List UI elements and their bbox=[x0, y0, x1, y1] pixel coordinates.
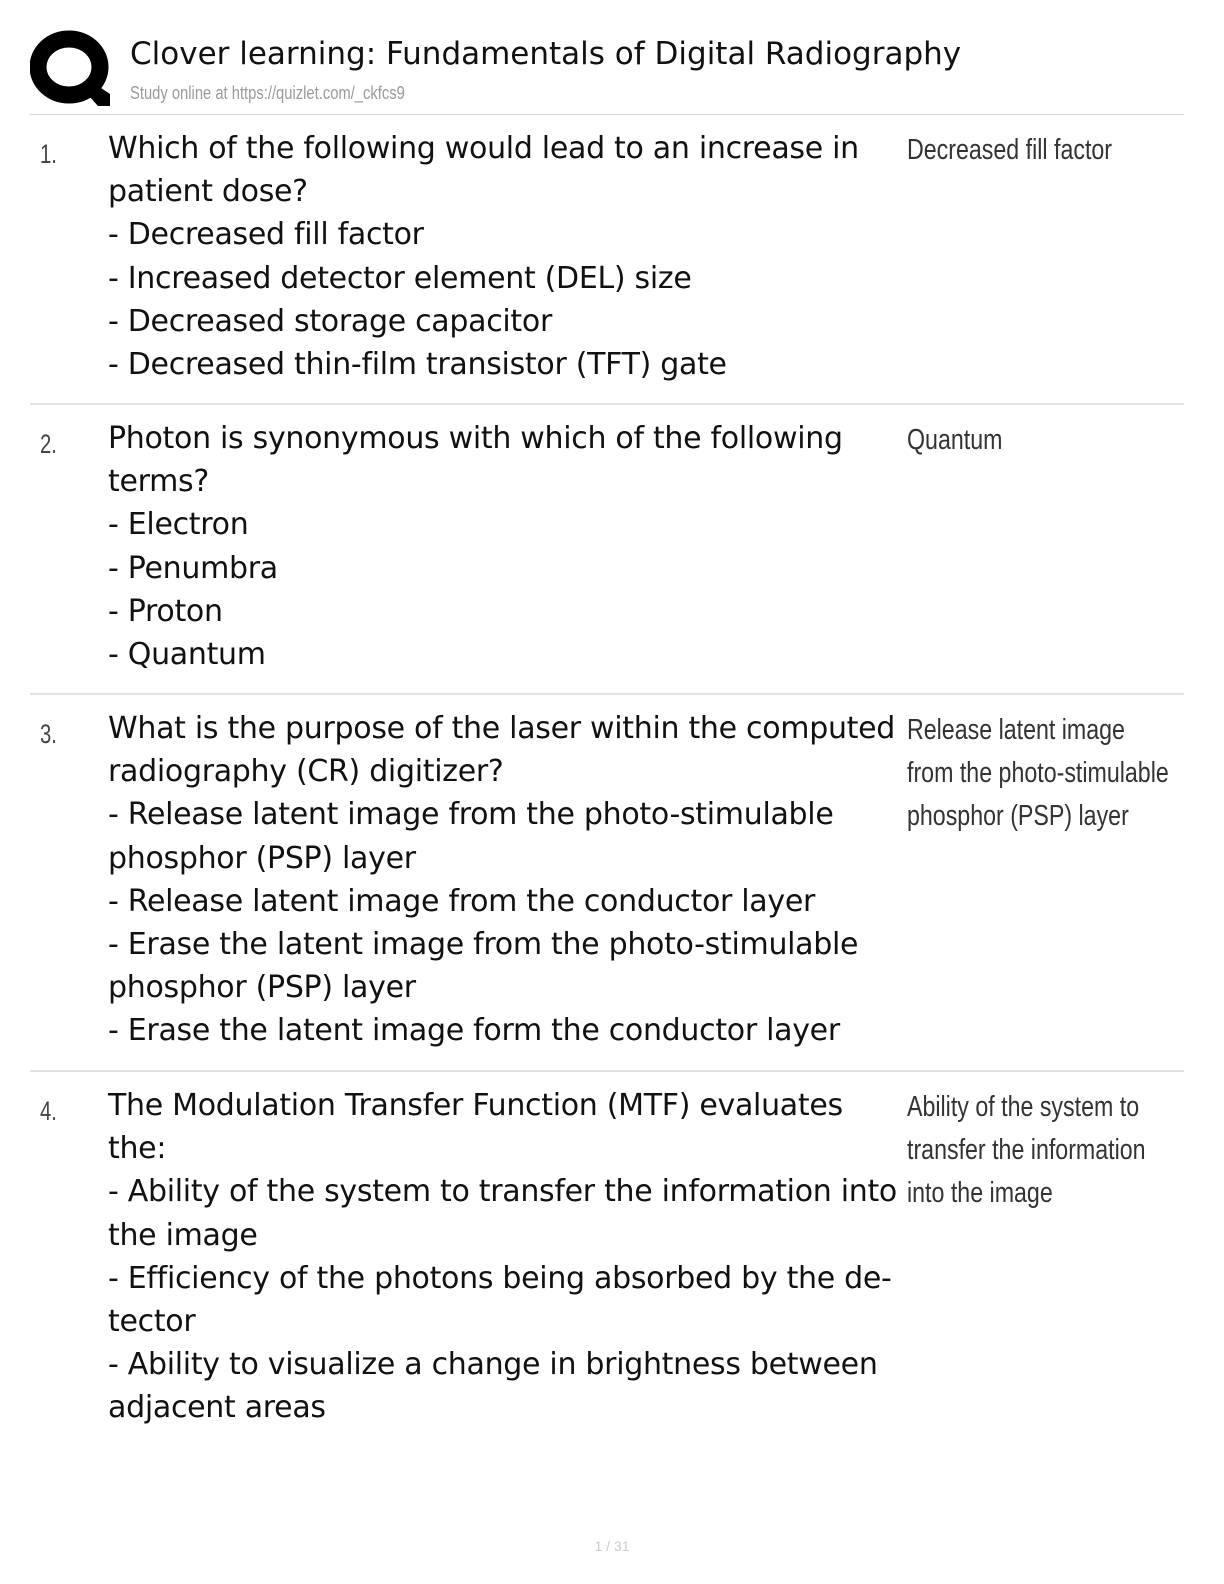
question-line: - Decreased fill factor bbox=[108, 217, 424, 253]
quizlet-q-logo-icon bbox=[30, 30, 110, 108]
card-answer bbox=[907, 419, 1139, 462]
question-line: - Ability to visualize a change in brightness between bbox=[108, 1347, 878, 1383]
question-line: - Erase the latent image form the conductor layer bbox=[108, 1013, 840, 1049]
answer-line: into the image bbox=[907, 1177, 1053, 1209]
question-line: terms? bbox=[108, 464, 210, 500]
card-answer bbox=[907, 709, 1169, 838]
flashcard-3 bbox=[30, 695, 1184, 1072]
study-online-link[interactable]: Study online at https://quizlet.com/_ckfcs9 bbox=[130, 83, 405, 103]
question-line: - Decreased thin-film transistor (TFT) gate bbox=[108, 347, 727, 383]
question-line: - Efficiency of the photons being absorbed by the de- bbox=[108, 1260, 892, 1296]
question-line: patient dose? bbox=[108, 174, 308, 210]
card-question bbox=[108, 127, 908, 386]
card-question bbox=[108, 707, 908, 1053]
question-line: - Release latent image from the conductor layer bbox=[108, 883, 816, 919]
question-line: Which of the following would lead to an increase in bbox=[108, 131, 859, 166]
card-answer bbox=[907, 1086, 1146, 1215]
card-answer bbox=[907, 129, 1139, 172]
question-line: the: bbox=[108, 1131, 167, 1167]
card-number: 4. bbox=[40, 1096, 57, 1126]
card-question bbox=[108, 1084, 908, 1430]
answer-line: from the photo-stimulable bbox=[907, 757, 1169, 789]
question-line: phosphor (PSP) layer bbox=[108, 840, 416, 876]
answer-line: Decreased fill factor bbox=[907, 134, 1113, 166]
question-line: - Penumbra bbox=[108, 550, 278, 586]
question-line: tector bbox=[108, 1304, 196, 1340]
question-line: the image bbox=[108, 1217, 258, 1253]
question-line: - Ability of the system to transfer the information into bbox=[108, 1174, 897, 1210]
flashcard-4 bbox=[30, 1072, 1184, 1452]
answer-line: Release latent image bbox=[907, 714, 1125, 746]
question-line: - Increased detector element (DEL) size bbox=[108, 260, 692, 296]
flashcard-2 bbox=[30, 405, 1184, 695]
card-number: 2. bbox=[40, 429, 57, 459]
question-line: - Quantum bbox=[108, 637, 266, 673]
flashcard-1 bbox=[30, 115, 1184, 405]
answer-line: Ability of the system to bbox=[907, 1091, 1140, 1123]
question-line: - Erase the latent image from the photo-stimulable bbox=[108, 927, 859, 963]
answer-line: phosphor (PSP) layer bbox=[907, 800, 1129, 832]
card-question bbox=[108, 417, 908, 676]
question-line: What is the purpose of the laser within the computed bbox=[108, 711, 896, 746]
question-line: - Release latent image from the photo-stimulable bbox=[108, 797, 834, 833]
card-number: 1. bbox=[40, 139, 57, 169]
question-line: Photon is synonymous with which of the following bbox=[108, 421, 843, 456]
question-line: - Electron bbox=[108, 507, 249, 543]
page-header bbox=[30, 30, 1184, 114]
question-line: radiography (CR) digitizer? bbox=[108, 754, 504, 790]
question-line: adjacent areas bbox=[108, 1390, 326, 1426]
answer-line: Quantum bbox=[907, 424, 1003, 456]
document-title: Clover learning: Fundamentals of Digital Radiography bbox=[130, 36, 962, 72]
question-line: phosphor (PSP) layer bbox=[108, 970, 416, 1006]
answer-line: transfer the information bbox=[907, 1134, 1146, 1166]
card-number: 3. bbox=[40, 719, 57, 749]
question-line: - Decreased storage capacitor bbox=[108, 303, 552, 339]
page-number: 1 / 31 bbox=[594, 1538, 630, 1554]
question-line: - Proton bbox=[108, 593, 223, 629]
question-line: The Modulation Transfer Function (MTF) evaluates bbox=[108, 1088, 843, 1123]
